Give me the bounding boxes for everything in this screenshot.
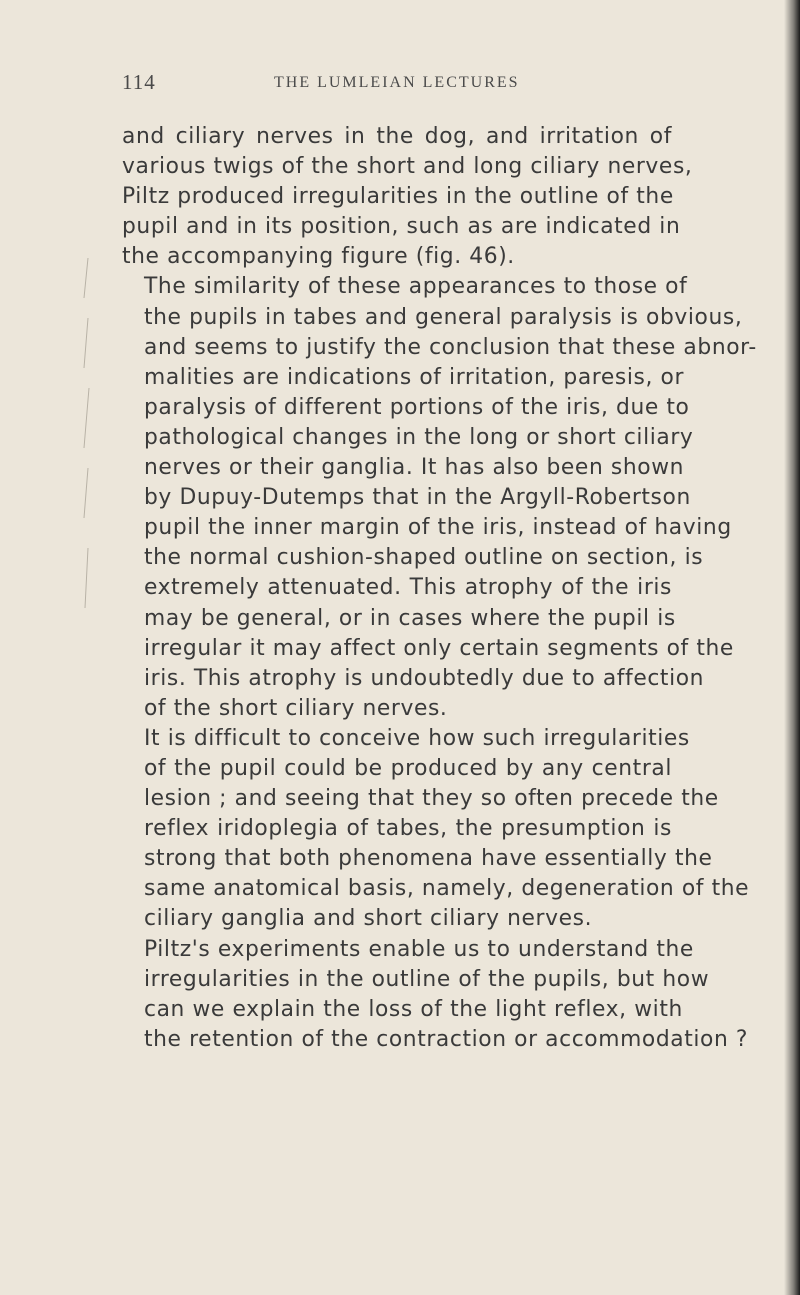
text-line: strong that both phenomena have essentially the bbox=[144, 846, 713, 872]
text-line: Piltz produced irregularities in the outline of the bbox=[122, 184, 674, 210]
body-text bbox=[122, 122, 757, 1055]
text-line: iris. This atrophy is undoubtedly due to affection bbox=[144, 665, 705, 691]
text-line: Piltz's experiments enable us to understand the bbox=[144, 936, 694, 962]
paragraph bbox=[122, 935, 749, 1055]
text-line: the pupils in tabes and general paralysis is obvious, bbox=[144, 304, 743, 330]
text-line: by Dupuy-Dutemps that in the Argyll-Robertson bbox=[144, 485, 691, 511]
text-line: pupil and in its position, such as are indicated in bbox=[122, 214, 681, 240]
text-line: the normal cushion-shaped outline on section, is bbox=[144, 545, 704, 571]
text-line: and seems to justify the conclusion that these abnor- bbox=[144, 334, 757, 360]
text-line: It is difficult to conceive how such irregularities bbox=[144, 725, 690, 751]
text-line: malities are indications of irritation, paresis, or bbox=[144, 364, 685, 390]
page-number: 114 bbox=[122, 70, 156, 94]
text-line: of the pupil could be produced by any central bbox=[144, 755, 672, 781]
running-title: THE LUMLEIAN LECTURES bbox=[274, 74, 520, 91]
paragraph bbox=[122, 272, 757, 723]
text-line: the accompanying figure (fig. 46). bbox=[122, 244, 515, 270]
text-line: and ciliary nerves in the dog, and irritation of bbox=[122, 124, 672, 149]
margin-pencil-marks bbox=[82, 258, 90, 618]
text-line: paralysis of different portions of the iris, due to bbox=[144, 394, 690, 420]
binding-gutter-shadow bbox=[784, 0, 800, 1295]
text-line: various twigs of the short and long ciliary nerves, bbox=[122, 154, 693, 180]
text-line: nerves or their ganglia. It has also been shown bbox=[144, 455, 685, 481]
paragraph bbox=[122, 122, 693, 272]
text-line: can we explain the loss of the light reflex, with bbox=[144, 996, 683, 1022]
text-line: extremely attenuated. This atrophy of the iris bbox=[144, 575, 672, 601]
text-line: reflex iridoplegia of tabes, the presumption is bbox=[144, 816, 672, 842]
text-line: The similarity of these appearances to those of bbox=[144, 274, 688, 300]
text-line: irregular it may affect only certain segments of the bbox=[144, 635, 734, 661]
text-line: pathological changes in the long or short ciliary bbox=[144, 424, 694, 450]
text-line: same anatomical basis, namely, degeneration of the bbox=[144, 876, 750, 902]
page-header bbox=[122, 70, 652, 100]
text-line: ciliary ganglia and short ciliary nerves. bbox=[144, 906, 593, 932]
text-line: irregularities in the outline of the pupils, but how bbox=[144, 966, 710, 992]
paragraph bbox=[122, 724, 750, 935]
text-line: of the short ciliary nerves. bbox=[144, 695, 448, 721]
text-line: may be general, or in cases where the pupil is bbox=[144, 605, 676, 631]
text-line: the retention of the contraction or accommodation ? bbox=[144, 1026, 749, 1052]
text-line: pupil the inner margin of the iris, instead of having bbox=[144, 515, 732, 541]
text-line: lesion ; and seeing that they so often precede the bbox=[144, 786, 719, 812]
